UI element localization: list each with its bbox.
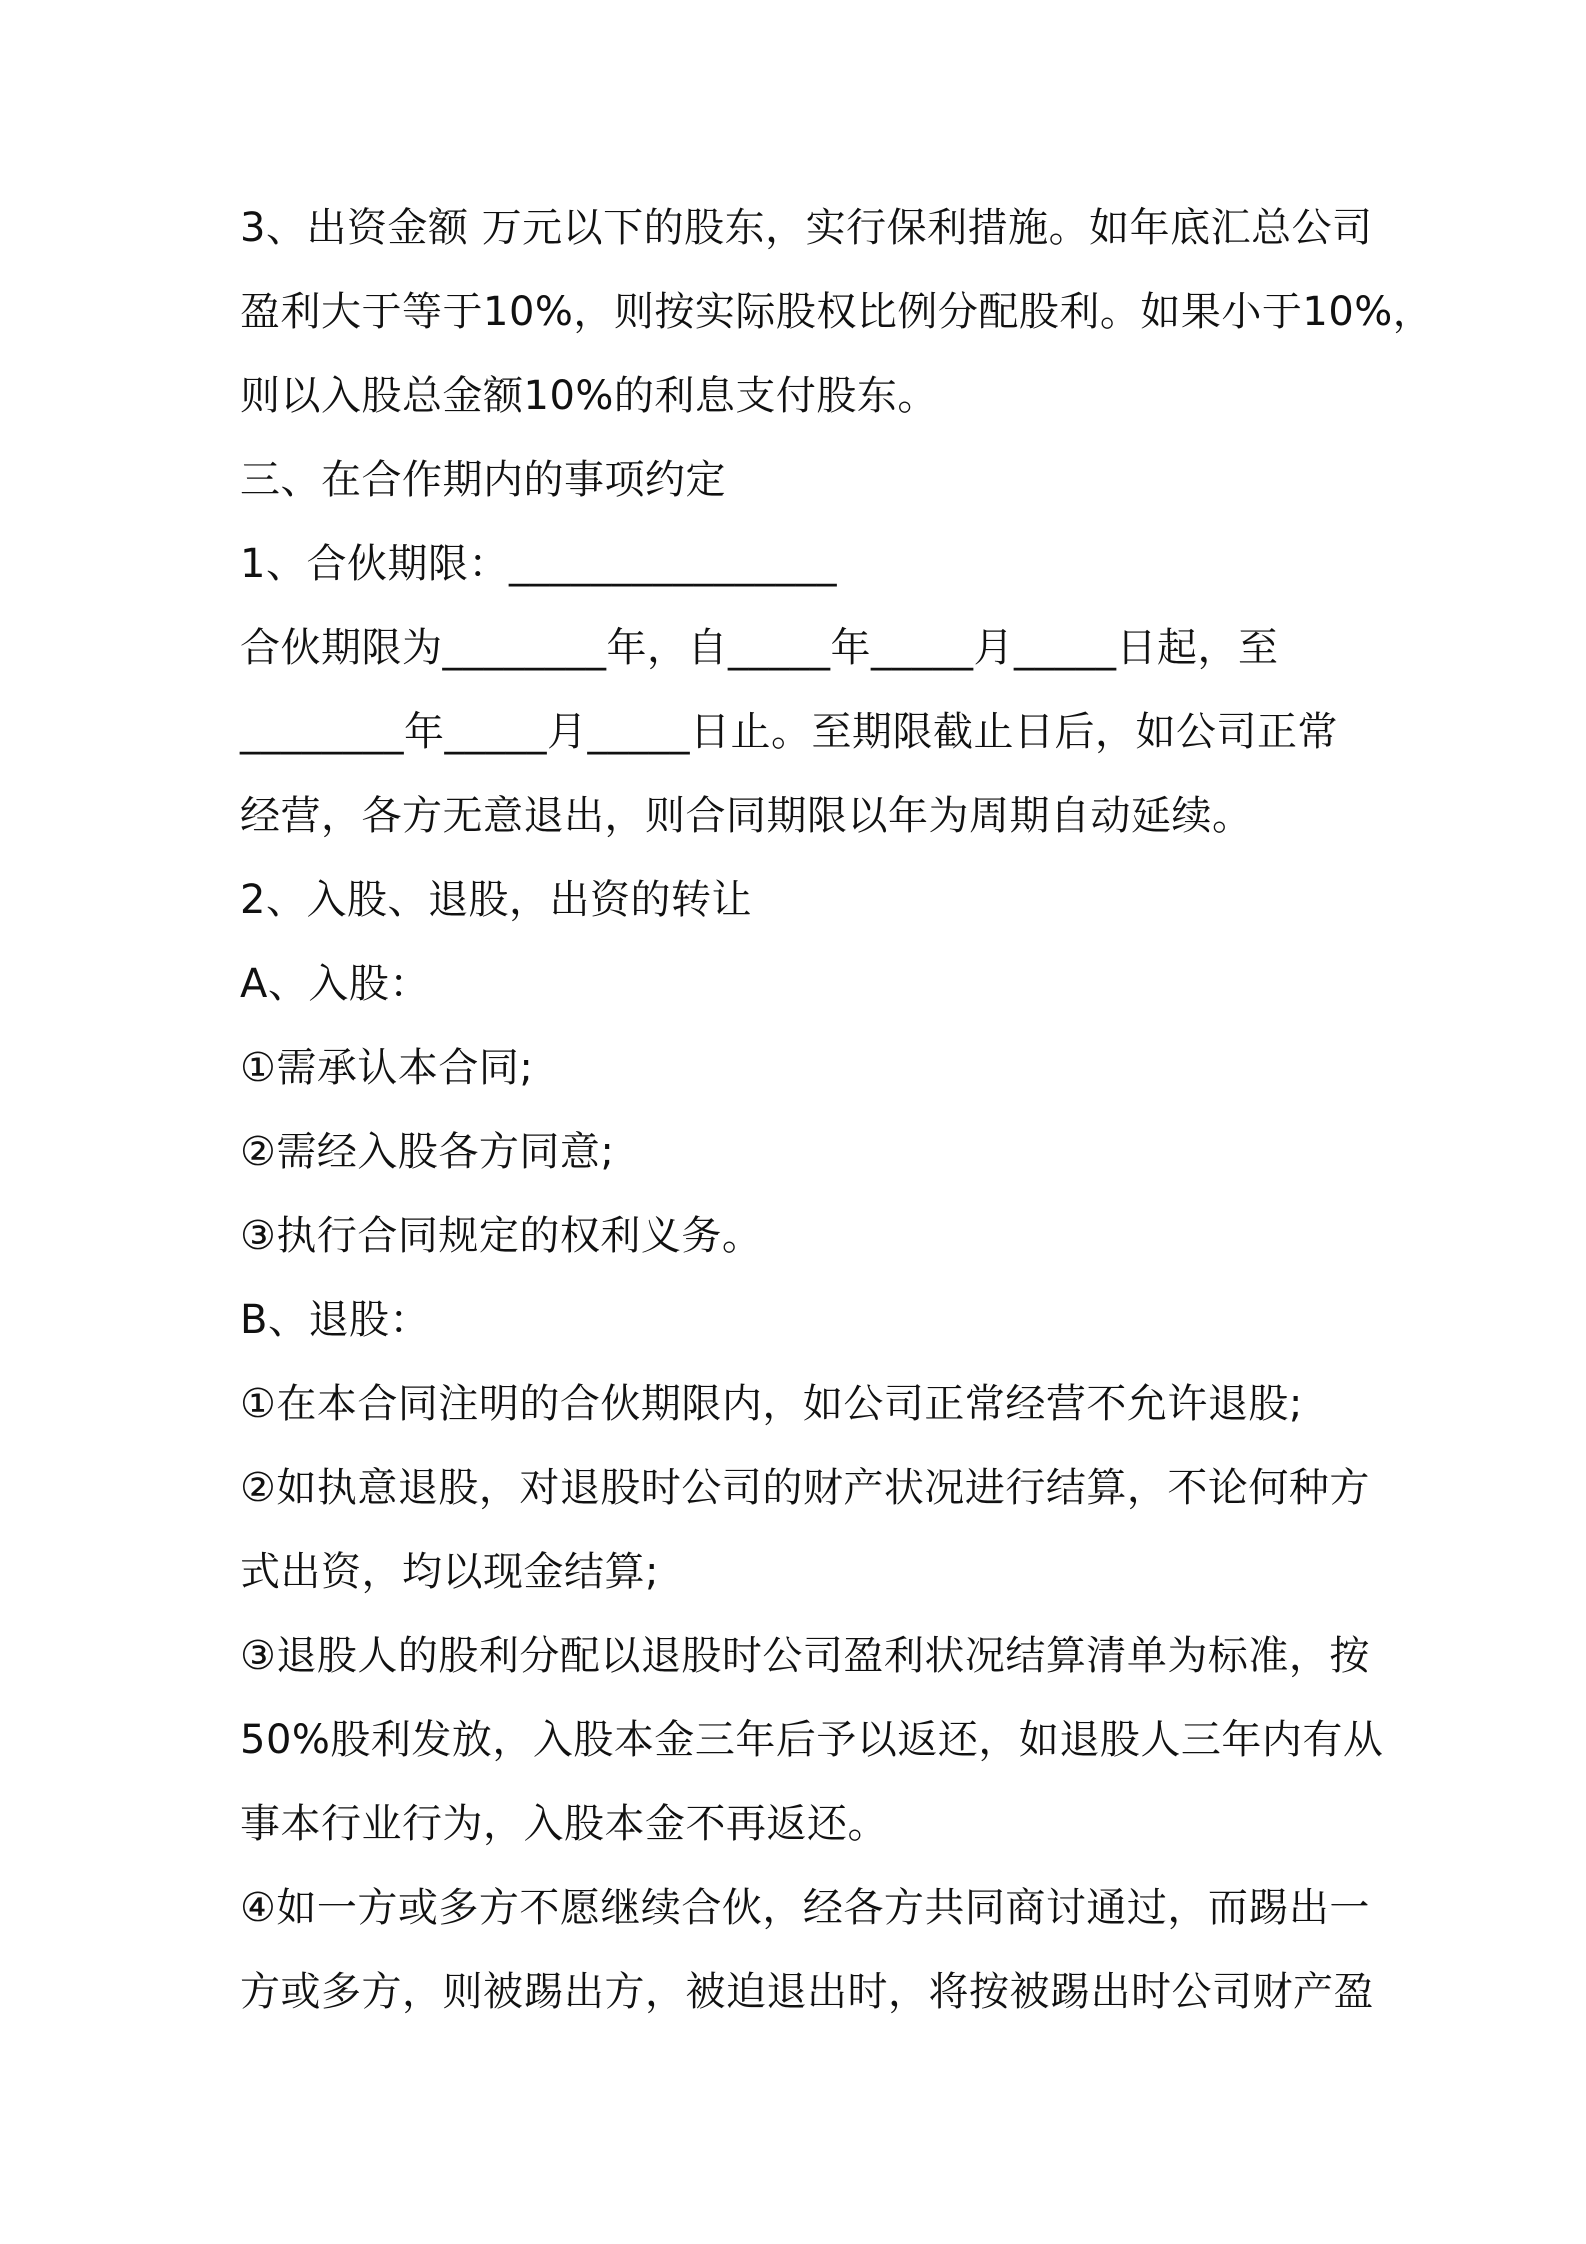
text-line: 1、合伙期限：________________ bbox=[240, 541, 837, 587]
list-item: ③退股人的股利分配以退股时公司盈利状况结算清单为标准，按 bbox=[240, 1633, 1370, 1679]
list-item: ①在本合同注明的合伙期限内，如公司正常经营不允许退股; bbox=[240, 1381, 1303, 1427]
list-item: ②如执意退股，对退股时公司的财产状况进行结算，不论何种方 bbox=[240, 1465, 1370, 1511]
text-line: 式出资，均以现金结算; bbox=[240, 1549, 659, 1595]
text-line: 方或多方，则被踢出方，被迫退出时，将按被踢出时公司财产盈 bbox=[240, 1969, 1374, 2015]
section-heading: 三、在合作期内的事项约定 bbox=[240, 457, 726, 503]
list-item: ①需承认本合同; bbox=[240, 1045, 534, 1091]
document-body bbox=[240, 186, 1434, 2034]
text-line: A、入股： bbox=[240, 961, 430, 1007]
text-line: 盈利大于等于10%，则按实际股权比例分配股利。如果小于10%， bbox=[240, 289, 1434, 335]
text-line: ________年_____月_____日止。至期限截止日后，如公司正常 bbox=[240, 709, 1338, 755]
text-line: 3、出资金额 万元以下的股东，实行保利措施。如年底汇总公司 bbox=[240, 205, 1373, 251]
list-item: ②需经入股各方同意; bbox=[240, 1129, 615, 1175]
text-line: B、退股： bbox=[240, 1297, 430, 1343]
list-item: ④如一方或多方不愿继续合伙，经各方共同商讨通过，而踢出一 bbox=[240, 1885, 1370, 1931]
text-line: 则以入股总金额10%的利息支付股东。 bbox=[240, 373, 938, 419]
text-line: 50%股利发放，入股本金三年后予以返还，如退股人三年内有从 bbox=[240, 1717, 1384, 1763]
text-line: 合伙期限为________年，自_____年_____月_____日起，至 bbox=[240, 625, 1279, 671]
text-line: 经营，各方无意退出，则合同期限以年为周期自动延续。 bbox=[240, 793, 1253, 839]
text-line: 2、入股、退股，出资的转让 bbox=[240, 877, 752, 923]
list-item: ③执行合同规定的权利义务。 bbox=[240, 1213, 763, 1259]
text-line: 事本行业行为，入股本金不再返还。 bbox=[240, 1801, 888, 1847]
